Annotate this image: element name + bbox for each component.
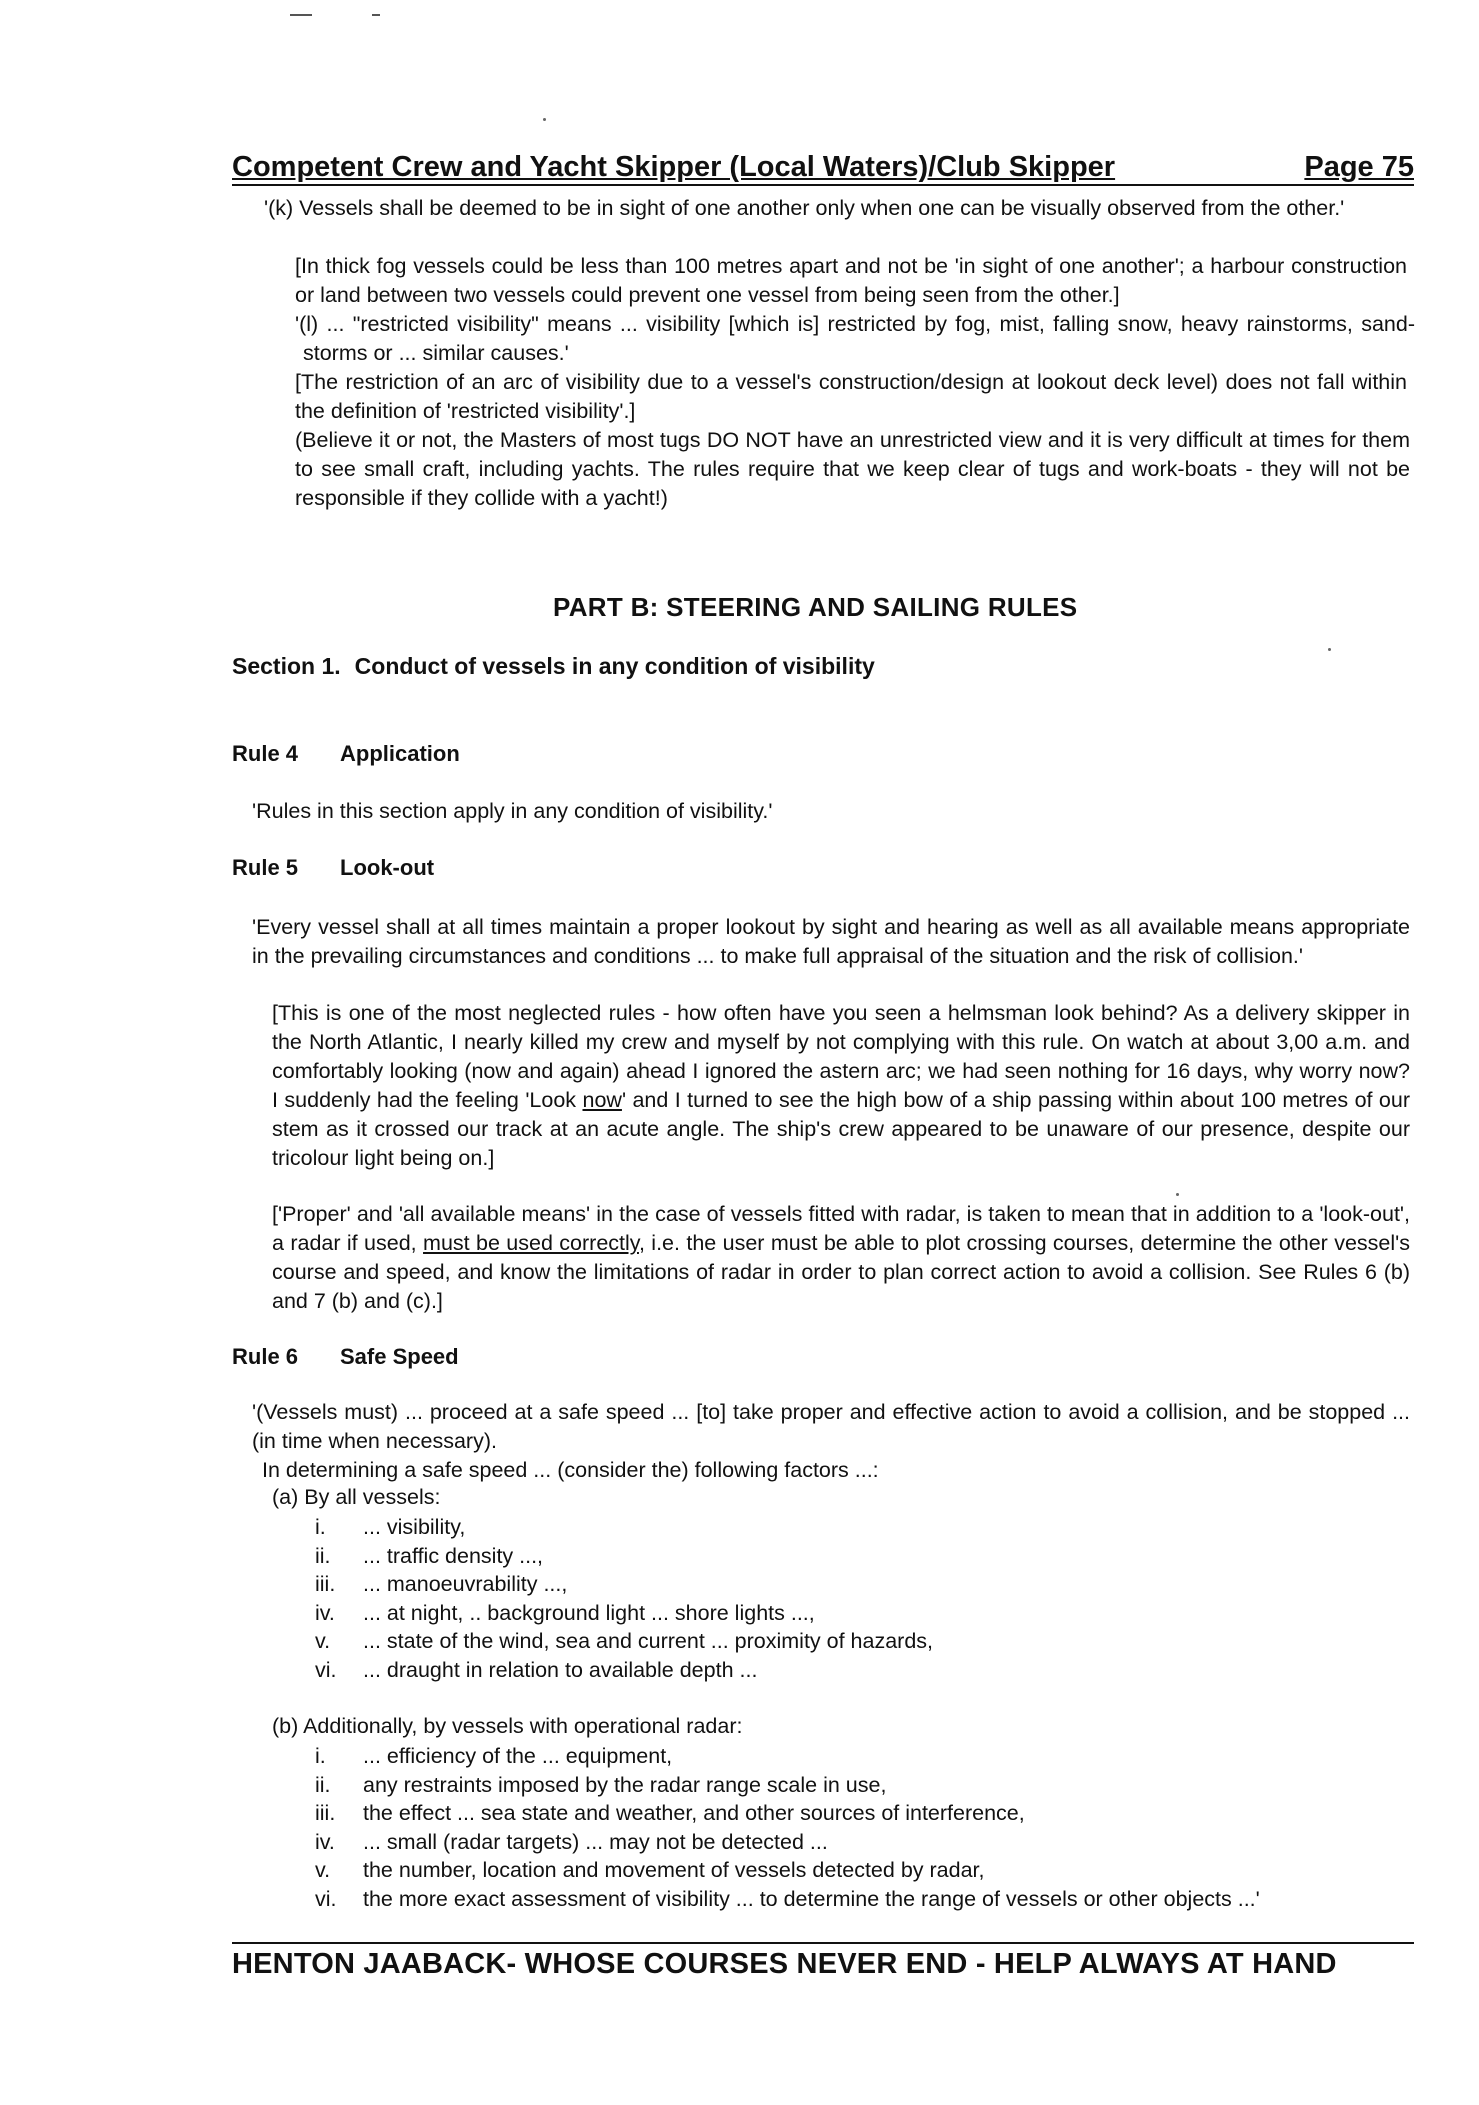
section-title: Conduct of vessels in any condition of visibility	[354, 653, 875, 679]
list-item	[315, 1542, 1405, 1571]
list-text: ... state of the wind, sea and current ... proximity of hazards,	[363, 1629, 934, 1653]
list-item	[315, 1513, 1405, 1542]
list-marker: iii.	[315, 1572, 336, 1596]
list-item	[315, 1656, 1405, 1685]
list-item	[315, 1599, 1405, 1628]
rule-6-heading	[232, 1344, 459, 1370]
rule-6-quote: '(Vessels must) ... proceed at a safe speed ... [to] take proper and effective action to avoid a collision, and be stopped ... (in time when necessary).	[252, 1400, 1410, 1453]
note-text: , i.e. the user must be able to plot crossing courses, determine the other vessel's course and speed, and know the limitations of radar in order to plan correct action to avoid a collision. See Rules 6 (b) and 7 (b) and (c).]	[272, 1231, 1411, 1313]
note-emphasis: now	[582, 1088, 622, 1112]
scan-speck	[1328, 648, 1331, 651]
list-text: ... small (radar targets) ... may not be detected ...	[363, 1829, 828, 1854]
list-text: ... traffic density ...,	[363, 1543, 544, 1568]
rule-6-a-label: (a) By all vessels:	[272, 1485, 441, 1509]
list-marker: ii.	[315, 1772, 331, 1797]
scan-speck	[372, 14, 380, 16]
definition-k: '(k) Vessels shall be deemed to be in sight of one another only when one can be visually observed from the other.'	[264, 196, 1345, 220]
list-text: the more exact assessment of visibility ... to determine the range of vessels or other objects ...'	[363, 1886, 1260, 1911]
rule-5-quote: 'Every vessel shall at all times maintain a proper lookout by sight and hearing as well as all available means appropriate in the prevailing circumstances and conditions ... to make full appraisal of the situation and the risk of collision.'	[252, 915, 1410, 968]
section-heading	[232, 653, 875, 680]
document-title: Competent Crew and Yacht Skipper (Local Waters)/Club Skipper	[232, 151, 1116, 183]
rule-title: Application	[340, 741, 460, 766]
rule-6-intro: In determining a safe speed ... (consider the) following factors ...:	[262, 1458, 879, 1482]
rule-number: Rule 6	[232, 1344, 299, 1369]
list-text: ... draught in relation to available depth ...	[363, 1657, 758, 1682]
running-header	[232, 146, 1414, 186]
scan-speck	[543, 118, 546, 121]
list-item	[315, 1885, 1415, 1914]
list-text: ... visibility,	[363, 1515, 466, 1539]
rule-6-b-label: (b) Additionally, by vessels with operational radar:	[272, 1714, 743, 1738]
list-item	[315, 1771, 1415, 1800]
note-text: ' and I turned to see the high bow of a ship passing within about 100 metres of our stem as it crossed our track at an acute angle. The ship's crew appeared to be unaware of our presence, despite our tricolour light being on.]	[272, 1088, 1411, 1170]
part-heading: PART B: STEERING AND SAILING RULES	[553, 592, 1078, 622]
list-marker: i.	[315, 1744, 326, 1768]
list-item	[315, 1799, 1415, 1828]
list-marker: v.	[315, 1858, 331, 1882]
list-item	[315, 1828, 1415, 1857]
note-fog: [In thick fog vessels could be less than 100 metres apart and not be 'in sight of one another'; a harbour construction or land between two vessels could prevent one vessel from being seen from the other.]	[295, 254, 1407, 307]
rule-6-a-list	[315, 1513, 1405, 1684]
scan-speck	[1176, 1193, 1179, 1196]
note-text: [This is one of the most neglected rules - how often have you seen a helmsman look behind? As a delivery skipper in the North Atlantic, I nearly killed my crew and myself by not complying with this rule. On watch at about 3,00 a.m. and comfortably looking (now and again) ahead I ignored the astern arc; we had seen nothing for 16 days, why worry now? I suddenly had the feeling 'Look	[272, 1001, 1410, 1112]
list-item	[315, 1627, 1405, 1656]
rule-5-heading	[232, 855, 434, 881]
list-marker: vi.	[315, 1657, 337, 1682]
rule-5-note-radar	[272, 1200, 1410, 1316]
list-item	[315, 1570, 1405, 1599]
rule-4-text: 'Rules in this section apply in any condition of visibility.'	[252, 799, 773, 823]
list-item	[315, 1856, 1415, 1885]
list-text: ... manoeuvrability ...,	[363, 1572, 568, 1596]
note-tugs: (Believe it or not, the Masters of most tugs DO NOT have an unrestricted view and it is very difficult at times for them to see small craft, including yachts. The rules require that we keep clear of tugs and work-boats - they will not be responsible if they collide with a yacht!)	[295, 428, 1410, 510]
list-text: the number, location and movement of vessels detected by radar,	[363, 1858, 985, 1882]
rule-number: Rule 5	[232, 855, 299, 880]
list-marker: ii.	[315, 1543, 331, 1568]
rule-6-b-list	[315, 1742, 1415, 1913]
list-marker: v.	[315, 1629, 331, 1653]
list-marker: vi.	[315, 1886, 337, 1911]
list-marker: iii.	[315, 1801, 336, 1825]
list-marker: i.	[315, 1515, 326, 1539]
rule-title: Safe Speed	[340, 1344, 459, 1369]
scan-speck	[290, 14, 312, 16]
note-emphasis: must be used correctly	[423, 1231, 639, 1255]
note-arc-visibility: [The restriction of an arc of visibility due to a vessel's construction/design at lookout deck level) does not fall within the definition of 'restricted visibility'.]	[295, 370, 1407, 423]
page-footer: HENTON JAABACK- WHOSE COURSES NEVER END - HELP ALWAYS AT HAND	[232, 1942, 1414, 1981]
rule-title: Look-out	[340, 855, 435, 880]
list-marker: iv.	[315, 1600, 335, 1625]
rule-number: Rule 4	[232, 741, 299, 766]
list-text: ... at night, .. background light ... shore lights ...,	[363, 1600, 815, 1625]
page-number: Page 75	[1304, 151, 1414, 183]
list-text: the effect ... sea state and weather, and other sources of interference,	[363, 1801, 1025, 1825]
section-number: Section 1.	[232, 653, 341, 679]
rule-5-note-delivery	[272, 999, 1410, 1173]
definition-l: '(l) ... "restricted visibility" means ... visibility [which is] restricted by fog, mist, falling snow, heavy rainstorms, sand-storms or ... similar causes.'	[295, 312, 1415, 365]
list-text: ... efficiency of the ... equipment,	[363, 1744, 673, 1768]
rule-4-heading	[232, 741, 460, 767]
note-text: ['Proper' and 'all available means' in the case of vessels fitted with radar, is taken to mean that in addition to a 'look-out', a radar if used,	[272, 1202, 1410, 1255]
list-item	[315, 1742, 1415, 1771]
list-marker: iv.	[315, 1829, 335, 1854]
list-text: any restraints imposed by the radar range scale in use,	[363, 1772, 887, 1797]
